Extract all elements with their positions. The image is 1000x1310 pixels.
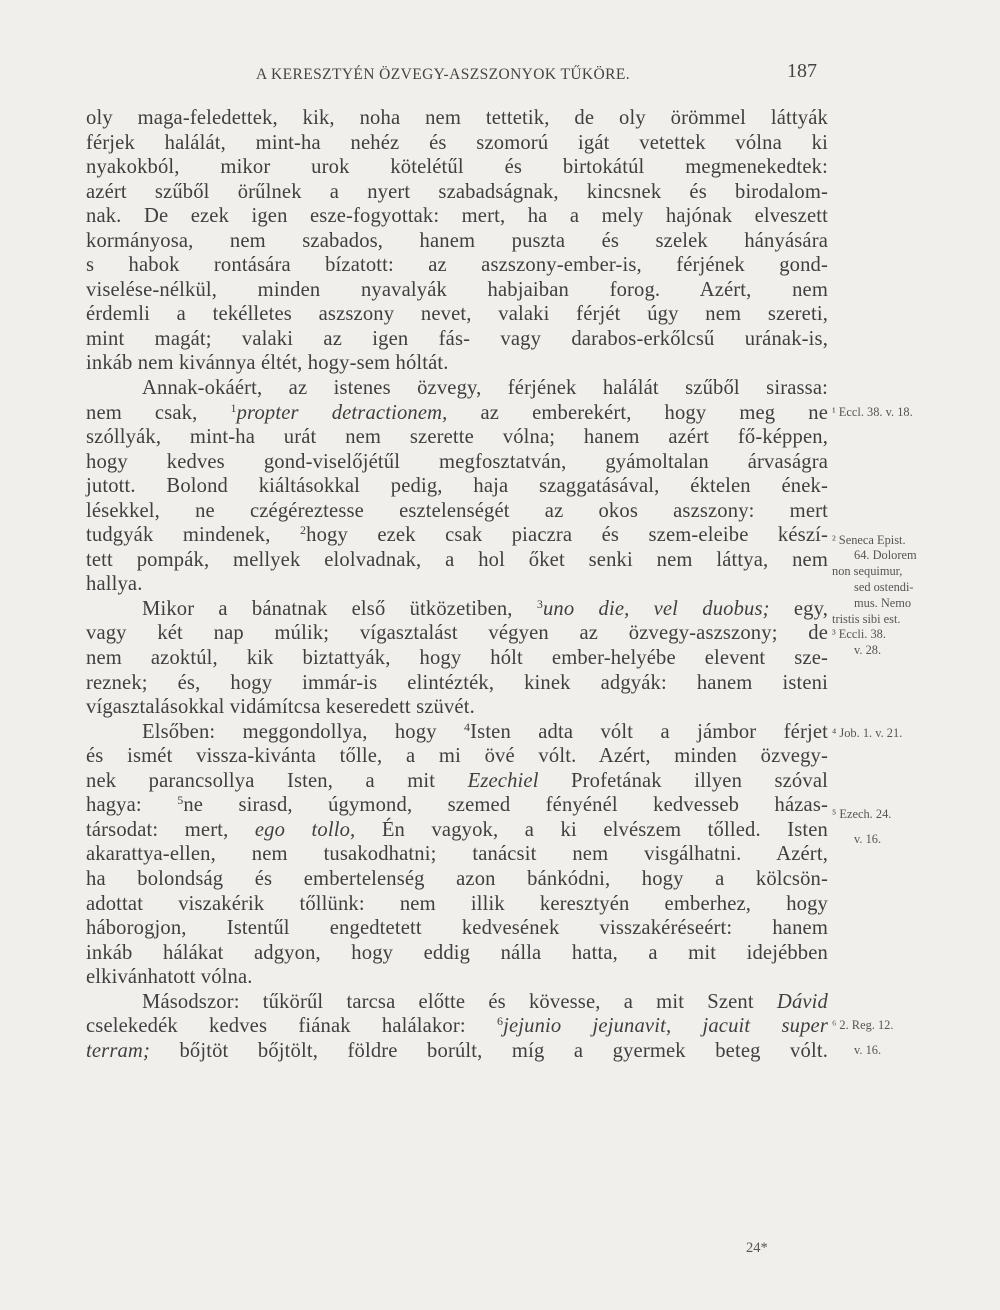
text-line bbox=[86, 695, 828, 720]
text-line bbox=[86, 474, 828, 499]
italic-text: Dávid bbox=[776, 990, 828, 1013]
text-segment: Másodszor: tűkörűl tarcsa előtte és kövesse, a mit Szent bbox=[142, 990, 777, 1013]
margin-note: mus. Nemo bbox=[854, 595, 912, 610]
text-line bbox=[86, 597, 828, 622]
text-segment: Mikor a bánatnak első ütközetiben, bbox=[142, 597, 537, 620]
text-line bbox=[86, 425, 828, 450]
text-segment: cselekedék kedves fiának halálakor: bbox=[86, 1015, 497, 1038]
text-line bbox=[86, 499, 828, 524]
text-line bbox=[86, 450, 828, 475]
text-segment: elkivánhatott vólna. bbox=[86, 966, 253, 989]
text-segment: nek parancsollya Isten, a mit bbox=[86, 769, 468, 792]
text-segment: ha bolondság és embertelenség azon bánkódni, hogy a kölcsön- bbox=[86, 867, 828, 890]
text-segment: viselése-nélkül, minden nyavalyák habjaiban forog. Azért, nem bbox=[86, 278, 828, 301]
italic-text: terram; bbox=[86, 1039, 150, 1062]
footnote-marker: 1 bbox=[230, 400, 237, 415]
text-segment: hallya. bbox=[86, 573, 143, 596]
text-segment: inkáb hálákat adgyon, hogy eddig nálla hatta, a mit idejébben bbox=[86, 941, 828, 964]
italic-text: Ezechiel bbox=[467, 769, 539, 792]
margin-note: ³ Eccli. 38. bbox=[832, 627, 886, 642]
text-line bbox=[86, 523, 828, 548]
text-line bbox=[86, 351, 828, 376]
running-title: A KERESZTYÉN ÖZVEGY-ASZSZONYOK TŰKÖRE. bbox=[256, 66, 630, 83]
text-line bbox=[86, 818, 828, 843]
text-segment: nem csak, bbox=[86, 401, 231, 424]
text-line bbox=[86, 572, 828, 597]
text-segment: nyakokból, mikor urok kötelétűl és birtokátúl megmenekedtek: bbox=[86, 156, 828, 179]
text-segment: hogy ezek csak piaczra és szem-eleibe készí- bbox=[306, 524, 828, 547]
text-segment: Profetának illyen szóval bbox=[538, 769, 828, 792]
text-line bbox=[86, 302, 828, 327]
text-line bbox=[86, 155, 828, 180]
text-line bbox=[86, 646, 828, 671]
text-segment: egy, bbox=[769, 597, 828, 620]
text-line bbox=[86, 990, 828, 1015]
text-segment: nem azoktúl, kik biztattyák, hogy hólt ember-helyébe elevent sze- bbox=[86, 647, 828, 670]
text-segment: bőjtöt bőjtölt, földre borúlt, míg a gyermek beteg vólt. bbox=[149, 1039, 828, 1062]
text-segment: inkáb nem kivánnya éltét, hogy-sem hóltát. bbox=[86, 352, 449, 375]
text-line bbox=[86, 401, 828, 426]
text-segment: tudgyák mindenek, bbox=[86, 524, 300, 547]
text-line bbox=[86, 769, 828, 794]
text-segment: vagy két nap múlik; vígasztalást végyen az özvegy-aszszony; de bbox=[86, 622, 828, 645]
text-line bbox=[86, 941, 828, 966]
margin-note: 64. Dolorem bbox=[854, 548, 917, 563]
footnote-marker: 3 bbox=[536, 596, 543, 611]
text-line bbox=[86, 892, 828, 917]
italic-text: jejunio jejunavit, jacuit super bbox=[503, 1015, 828, 1038]
text-line bbox=[86, 548, 828, 573]
text-segment: hagya: bbox=[86, 794, 178, 817]
italic-text: uno die, vel duobus; bbox=[542, 597, 770, 620]
text-line bbox=[86, 842, 828, 867]
text-line bbox=[86, 106, 828, 131]
text-line bbox=[86, 793, 828, 818]
margin-note: v. 16. bbox=[854, 1042, 882, 1057]
text-segment: reznek; és, hogy immár-is elintézték, kinek adgyák: hanem isteni bbox=[86, 671, 828, 694]
footnote-marker: 6 bbox=[496, 1014, 504, 1029]
margin-note: v. 16. bbox=[854, 831, 882, 846]
text-segment: s habok rontására bízatott: az aszszony-ember-is, férjének gond- bbox=[86, 254, 828, 277]
text-line bbox=[86, 229, 828, 254]
text-line bbox=[86, 965, 828, 990]
footnote-marker: 4 bbox=[463, 719, 471, 734]
margin-note: non sequimur, bbox=[832, 564, 903, 579]
page-number: 187 bbox=[787, 60, 817, 82]
text-line bbox=[86, 671, 828, 696]
text-line bbox=[86, 180, 828, 205]
text-segment: lésekkel, ne czégéreztesse esztelenségét az okos aszszony: mert bbox=[86, 499, 828, 522]
margin-notes bbox=[828, 0, 1000, 1310]
margin-note: v. 28. bbox=[854, 643, 882, 658]
text-segment: az emberekért, hogy meg ne bbox=[447, 401, 829, 424]
text-line bbox=[86, 376, 828, 401]
text-line bbox=[86, 1014, 828, 1039]
text-line bbox=[86, 204, 828, 229]
body-text bbox=[86, 106, 828, 1063]
text-segment: adottat viszakérik tőllünk: nem illik keresztyén emberhez, hogy bbox=[86, 892, 828, 915]
footnote-marker: 2 bbox=[299, 523, 307, 538]
text-line bbox=[86, 744, 828, 769]
italic-text: ego tollo, bbox=[254, 818, 356, 841]
text-segment: akarattya-ellen, nem tusakodhatni; tanácsit nem visgálhatni. Azért, bbox=[86, 843, 828, 866]
text-segment: és ismét vissza-kivánta tőlle, a mi övé vólt. Azért, minden özvegy- bbox=[86, 745, 828, 768]
text-line bbox=[86, 867, 828, 892]
footnote-marker: 5 bbox=[177, 793, 184, 808]
text-line bbox=[86, 916, 828, 941]
text-segment: érdemli a tekélletes aszszony nevet, valaki férjét úgy nem szereti, bbox=[86, 303, 828, 326]
margin-note: ⁵ Ezech. 24. bbox=[832, 807, 892, 822]
text-line bbox=[86, 278, 828, 303]
text-line bbox=[86, 253, 828, 278]
text-segment: férjek halálát, mint-ha nehéz és szomorú igát vetettek vólna ki bbox=[86, 131, 828, 154]
text-segment: ne sirasd, úgymond, szemed fényénél kedvesseb házas- bbox=[183, 794, 829, 817]
text-segment: oly maga-feledettek, kik, noha nem tettetik, de oly örömmel láttyák bbox=[86, 107, 828, 129]
text-segment: Isten adta vólt a jámbor férjet bbox=[470, 720, 828, 743]
signature-mark: 24* bbox=[746, 1240, 768, 1256]
margin-note: ² Seneca Epist. bbox=[832, 532, 906, 547]
text-segment: vígasztalásokkal vidámítcsa keseredett szüvét. bbox=[86, 696, 475, 719]
text-line bbox=[86, 720, 828, 745]
margin-note: ⁴ Job. 1. v. 21. bbox=[832, 725, 903, 740]
text-line bbox=[86, 621, 828, 646]
text-segment: tett pompák, mellyek elolvadnak, a hol őket senki nem láttya, nem bbox=[86, 548, 828, 571]
text-segment: kormányosa, nem szabados, hanem puszta és szelek hányására bbox=[86, 229, 828, 252]
text-segment: nak. De ezek igen esze-fogyottak: mert, ha a mely hajónak elveszett bbox=[86, 205, 828, 228]
margin-note: sed ostendi- bbox=[854, 580, 914, 594]
text-line bbox=[86, 131, 828, 156]
text-segment: háborogjon, Istentűl engedtetett kedvesének visszakéréseért: hanem bbox=[86, 917, 828, 940]
text-segment: társodat: mert, bbox=[86, 818, 255, 841]
text-segment: Elsőben: meggondollya, hogy bbox=[142, 720, 464, 743]
text-segment: hogy kedves gond-viselőjétűl megfosztatván, gyámoltalan árvaságra bbox=[86, 450, 828, 473]
text-segment: azért szűből örűlnek a nyert szabadságnak, kincsnek és birodalom- bbox=[86, 180, 828, 203]
text-segment: mint magát; valaki az igen fás- vagy darabos-erkőlcsű urának-is, bbox=[86, 327, 828, 350]
text-segment: Annak-okáért, az istenes özvegy, férjének halálát szűből sirassa: bbox=[142, 377, 828, 400]
margin-note: ⁶ 2. Reg. 12. bbox=[832, 1018, 894, 1033]
text-segment: jutott. Bolond kiáltásokkal pedig, haja szaggatásával, éktelen ének- bbox=[86, 475, 828, 498]
text-segment: Én vagyok, a ki elvészem tőlled. Isten bbox=[355, 818, 829, 841]
text-line bbox=[86, 327, 828, 352]
margin-note: tristis sibi est. bbox=[832, 611, 901, 626]
text-segment: szóllyák, mint-ha urát nem szerette vólna; hanem azért fő-képpen, bbox=[86, 426, 828, 449]
text-line bbox=[86, 1039, 828, 1064]
italic-text: propter detractionem, bbox=[236, 401, 448, 424]
margin-note: ¹ Eccl. 38. v. 18. bbox=[832, 404, 913, 419]
